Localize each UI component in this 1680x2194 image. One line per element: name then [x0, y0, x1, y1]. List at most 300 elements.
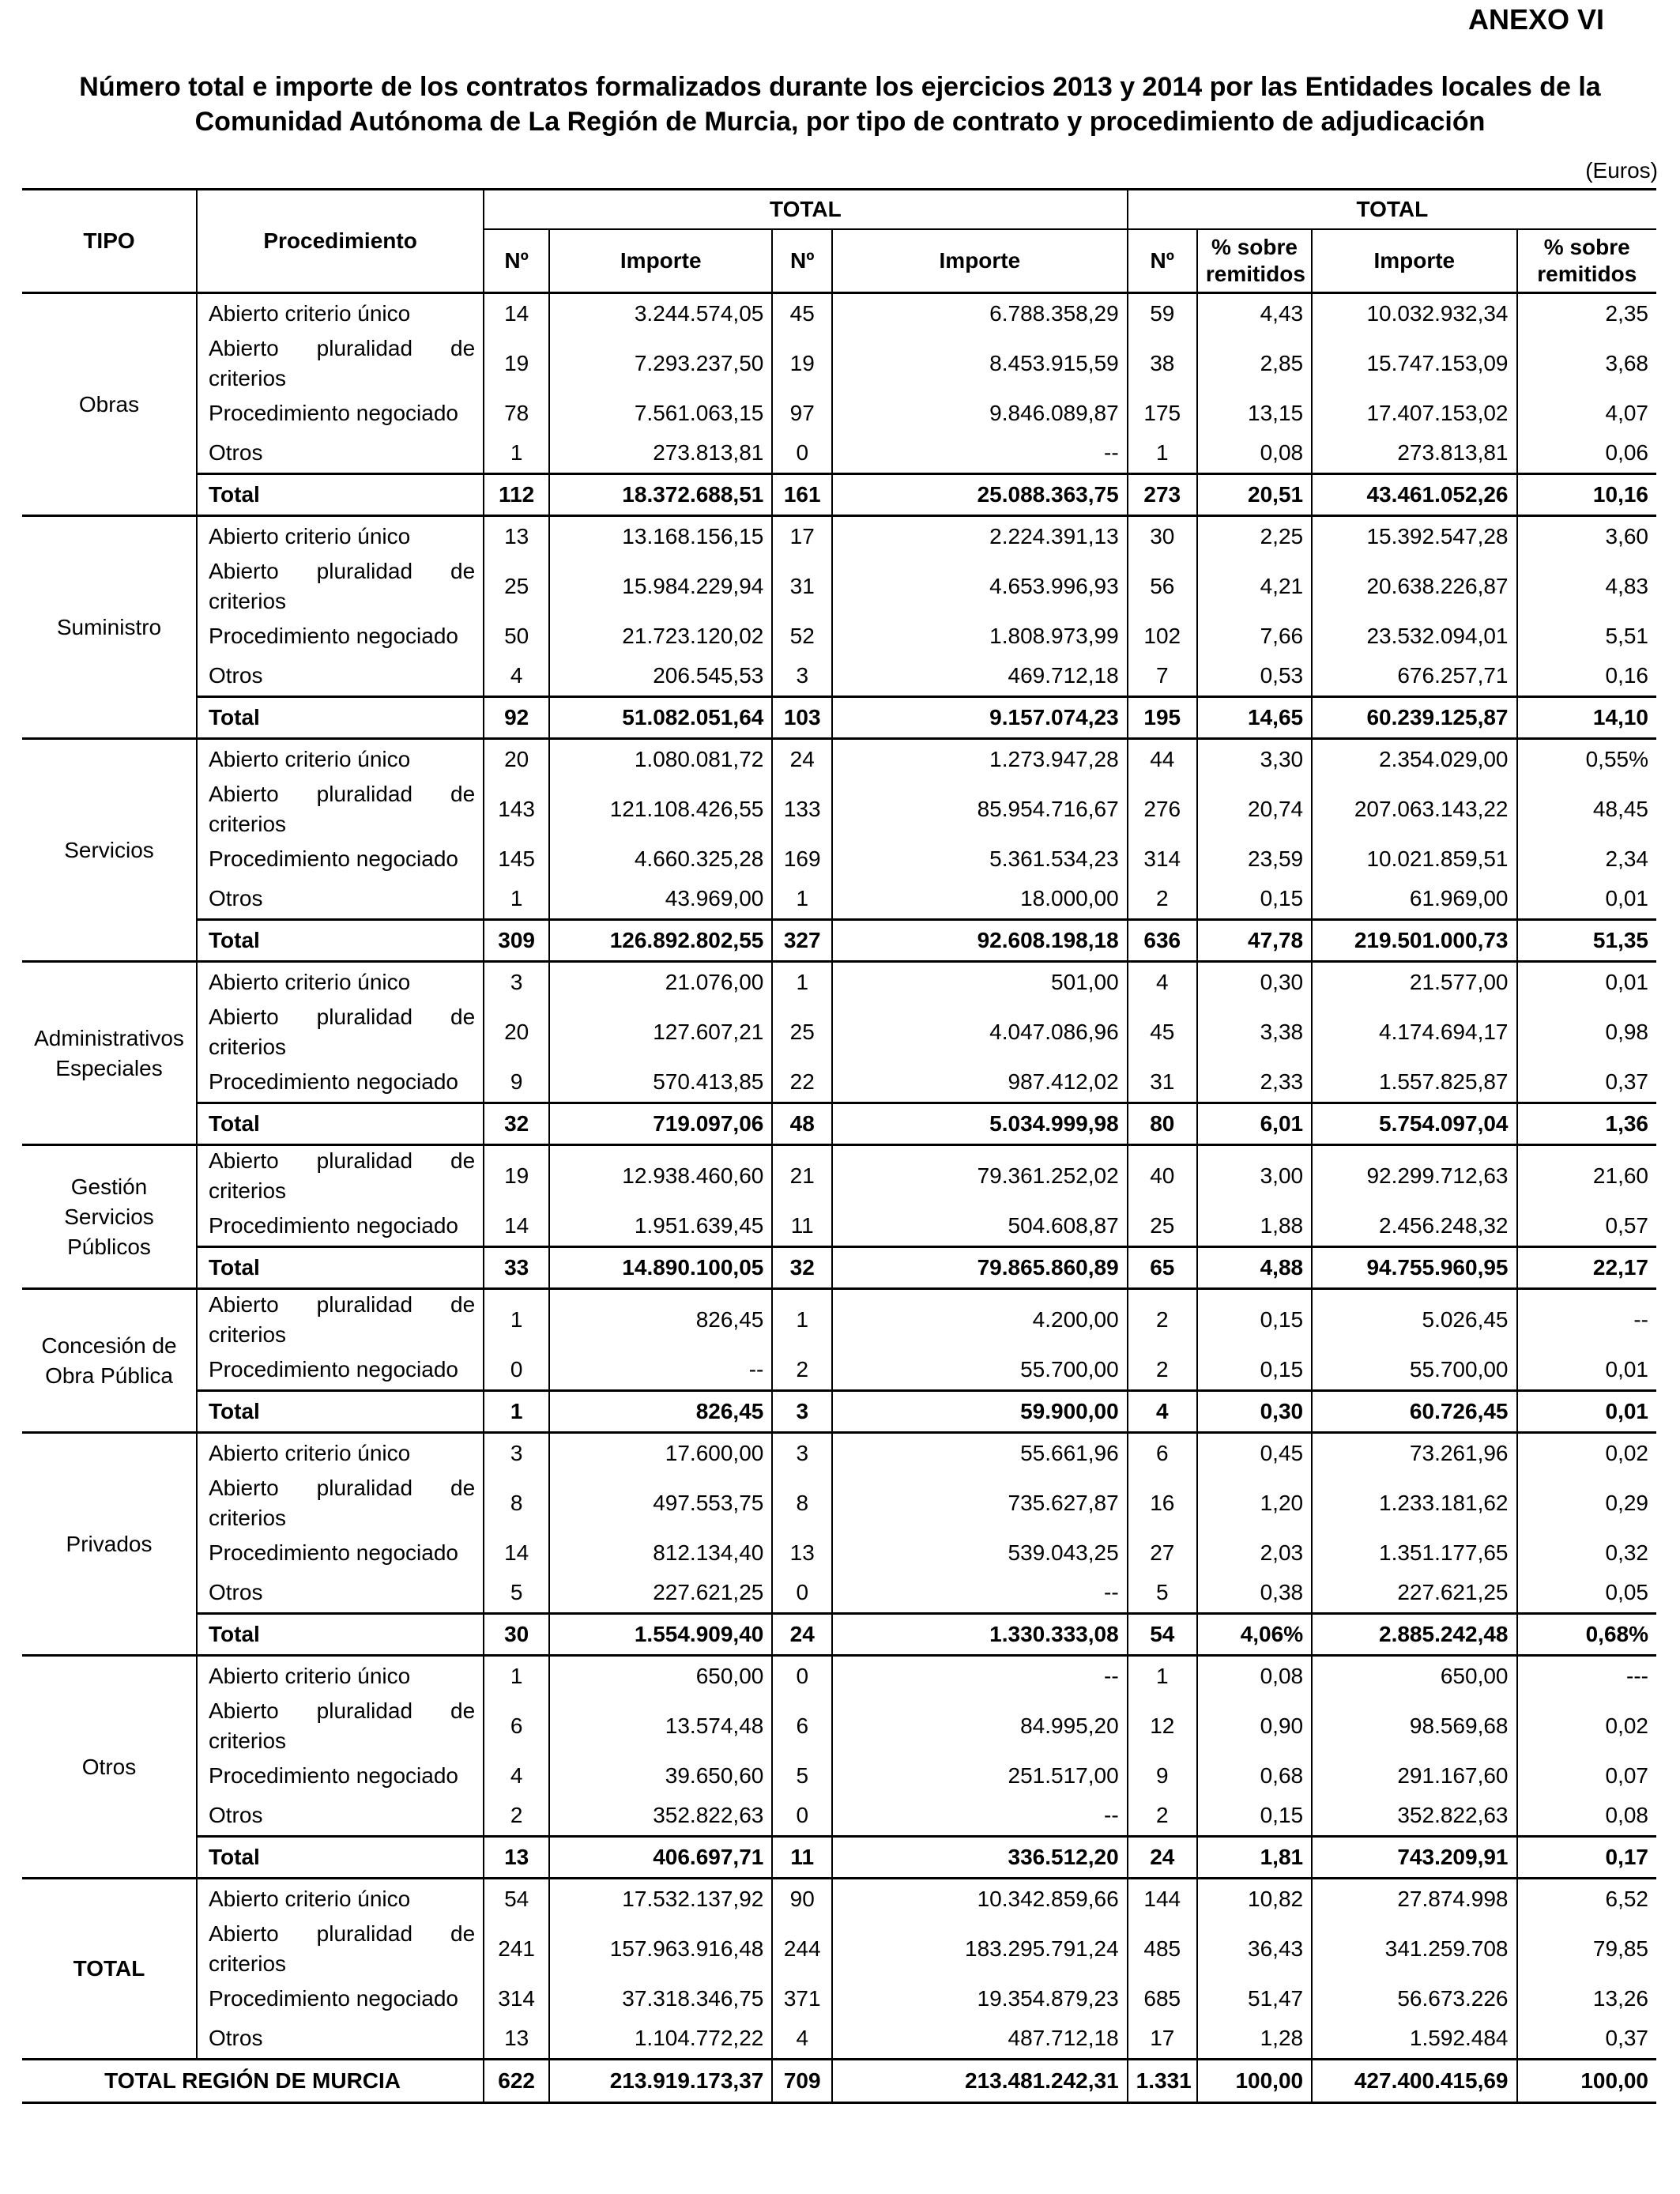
percent-cell: 2,85: [1197, 334, 1312, 394]
amount-cell: 92.608.198,18: [832, 920, 1128, 962]
percent-cell: 0,01: [1517, 1350, 1657, 1391]
count-cell: 12: [1128, 1696, 1197, 1756]
table-row: [22, 556, 1656, 616]
count-cell: 97: [772, 394, 832, 433]
percent-cell: 20,74: [1197, 779, 1312, 839]
amount-cell: 227.621,25: [1312, 1573, 1516, 1614]
amount-cell: 504.608,87: [832, 1206, 1128, 1247]
procedure-cell: Procedimiento negociado: [197, 1979, 484, 2019]
amount-cell: 650,00: [549, 1656, 772, 1697]
subtotal-label: Total: [197, 1837, 484, 1879]
percent-cell: 0,57: [1517, 1206, 1657, 1247]
amount-cell: 9.846.089,87: [832, 394, 1128, 433]
count-cell: 244: [772, 1919, 832, 1979]
amount-cell: 25.088.363,75: [832, 474, 1128, 516]
table-row: [22, 394, 1656, 433]
count-cell: 161: [772, 474, 832, 516]
count-cell: 33: [484, 1247, 549, 1289]
percent-cell: 4,07: [1517, 394, 1657, 433]
count-cell: 19: [484, 1145, 549, 1207]
table-row: [22, 879, 1656, 920]
col-header-importe: Importe: [832, 229, 1128, 293]
subtotal-row: [22, 474, 1656, 516]
count-cell: 133: [772, 779, 832, 839]
percent-cell: 2,34: [1517, 839, 1657, 879]
percent-cell: 1,81: [1197, 1837, 1312, 1879]
count-cell: 2: [1128, 1796, 1197, 1837]
amount-cell: 15.984.229,94: [549, 556, 772, 616]
amount-cell: 206.545,53: [549, 656, 772, 697]
amount-cell: 676.257,71: [1312, 656, 1516, 697]
amount-cell: 17.532.137,92: [549, 1879, 772, 1920]
count-cell: 1: [772, 879, 832, 920]
amount-cell: 43.461.052,26: [1312, 474, 1516, 516]
percent-cell: 0,98: [1517, 1002, 1657, 1062]
amount-cell: 2.224.391,13: [832, 516, 1128, 557]
amount-cell: 17.600,00: [549, 1433, 772, 1474]
tipo-cell: Otros: [22, 1656, 197, 1879]
amount-cell: 812.134,40: [549, 1533, 772, 1573]
count-cell: 102: [1128, 616, 1197, 656]
count-cell: 2: [1128, 1350, 1197, 1391]
percent-cell: 4,83: [1517, 556, 1657, 616]
amount-cell: 17.407.153,02: [1312, 394, 1516, 433]
count-cell: 24: [772, 1614, 832, 1656]
amount-cell: 4.200,00: [832, 1289, 1128, 1351]
amount-cell: 213.481.242,31: [832, 2060, 1128, 2103]
count-cell: 241: [484, 1919, 549, 1979]
count-cell: 27: [1128, 1533, 1197, 1573]
percent-cell: 0,08: [1517, 1796, 1657, 1837]
table-row: [22, 1145, 1656, 1207]
amount-cell: 59.900,00: [832, 1391, 1128, 1433]
amount-cell: 1.808.973,99: [832, 616, 1128, 656]
subtotal-label: Total: [197, 1247, 484, 1289]
amount-cell: 1.592.484: [1312, 2019, 1516, 2060]
count-cell: 622: [484, 2060, 549, 2103]
units-label: (Euros): [1585, 158, 1658, 183]
percent-cell: 0,06: [1517, 433, 1657, 474]
procedure-cell: Otros: [197, 879, 484, 920]
percent-cell: 100,00: [1197, 2060, 1312, 2103]
percent-cell: 100,00: [1517, 2060, 1657, 2103]
amount-cell: 826,45: [549, 1391, 772, 1433]
subtotal-label: Total: [197, 697, 484, 739]
amount-cell: 219.501.000,73: [1312, 920, 1516, 962]
procedure-cell: Abierto pluralidad de criterios: [197, 1696, 484, 1756]
count-cell: 30: [484, 1614, 549, 1656]
count-cell: 112: [484, 474, 549, 516]
percent-cell: 0,05: [1517, 1573, 1657, 1614]
count-cell: 45: [772, 293, 832, 334]
amount-cell: 10.342.859,66: [832, 1879, 1128, 1920]
amount-cell: 1.273.947,28: [832, 739, 1128, 780]
amount-cell: 157.963.916,48: [549, 1919, 772, 1979]
count-cell: 25: [484, 556, 549, 616]
amount-cell: 79.361.252,02: [832, 1145, 1128, 1207]
amount-cell: 570.413,85: [549, 1062, 772, 1103]
percent-cell: 6,52: [1517, 1879, 1657, 1920]
col-header-importe: Importe: [1312, 229, 1516, 293]
percent-cell: 0,02: [1517, 1433, 1657, 1474]
amount-cell: 336.512,20: [832, 1837, 1128, 1879]
procedure-cell: Abierto pluralidad de criterios: [197, 1919, 484, 1979]
procedure-cell: Abierto criterio único: [197, 962, 484, 1003]
amount-cell: --: [832, 1573, 1128, 1614]
percent-cell: 0,15: [1197, 879, 1312, 920]
table-row: [22, 334, 1656, 394]
amount-cell: 469.712,18: [832, 656, 1128, 697]
percent-cell: 0,68: [1197, 1756, 1312, 1796]
count-cell: 52: [772, 616, 832, 656]
subtotal-label: Total: [197, 920, 484, 962]
amount-cell: 273.813,81: [1312, 433, 1516, 474]
col-header-num: Nº: [484, 229, 549, 293]
amount-cell: --: [549, 1350, 772, 1391]
count-cell: 2: [772, 1350, 832, 1391]
amount-cell: 27.874.998: [1312, 1879, 1516, 1920]
subtotal-row: [22, 1103, 1656, 1145]
contracts-table: [22, 188, 1656, 2104]
amount-cell: 61.969,00: [1312, 879, 1516, 920]
procedure-cell: Otros: [197, 1796, 484, 1837]
percent-cell: 2,33: [1197, 1062, 1312, 1103]
amount-cell: 121.108.426,55: [549, 779, 772, 839]
table-row: [22, 656, 1656, 697]
percent-cell: 0,30: [1197, 1391, 1312, 1433]
procedure-cell: Abierto criterio único: [197, 1879, 484, 1920]
count-cell: 24: [1128, 1837, 1197, 1879]
count-cell: 7: [1128, 656, 1197, 697]
percent-cell: 4,43: [1197, 293, 1312, 334]
table-row: [22, 1289, 1656, 1351]
col-header-tipo: TIPO: [22, 190, 197, 293]
tipo-cell: TOTAL: [22, 1879, 197, 2060]
count-cell: 1: [772, 1289, 832, 1351]
amount-cell: 94.755.960,95: [1312, 1247, 1516, 1289]
amount-cell: 4.660.325,28: [549, 839, 772, 879]
amount-cell: 39.650,60: [549, 1756, 772, 1796]
amount-cell: 10.032.932,34: [1312, 293, 1516, 334]
table-row: [22, 1656, 1656, 1697]
count-cell: 54: [484, 1879, 549, 1920]
percent-cell: 0,08: [1197, 433, 1312, 474]
amount-cell: --: [832, 1656, 1128, 1697]
percent-cell: 23,59: [1197, 839, 1312, 879]
count-cell: 20: [484, 739, 549, 780]
count-cell: 32: [772, 1247, 832, 1289]
amount-cell: 352.822,63: [549, 1796, 772, 1837]
percent-cell: 0,01: [1517, 1391, 1657, 1433]
count-cell: 3: [772, 1433, 832, 1474]
count-cell: 78: [484, 394, 549, 433]
percent-cell: 0,08: [1197, 1656, 1312, 1697]
count-cell: 1: [772, 962, 832, 1003]
count-cell: 4: [484, 1756, 549, 1796]
procedure-cell: Procedimiento negociado: [197, 394, 484, 433]
count-cell: 685: [1128, 1979, 1197, 2019]
amount-cell: 227.621,25: [549, 1573, 772, 1614]
amount-cell: 51.082.051,64: [549, 697, 772, 739]
percent-cell: 14,65: [1197, 697, 1312, 739]
count-cell: 92: [484, 697, 549, 739]
count-cell: 1: [1128, 433, 1197, 474]
amount-cell: 7.293.237,50: [549, 334, 772, 394]
amount-cell: 1.554.909,40: [549, 1614, 772, 1656]
amount-cell: 92.299.712,63: [1312, 1145, 1516, 1207]
count-cell: 17: [1128, 2019, 1197, 2060]
procedure-cell: Procedimiento negociado: [197, 1756, 484, 1796]
amount-cell: 12.938.460,60: [549, 1145, 772, 1207]
percent-cell: 4,06%: [1197, 1614, 1312, 1656]
amount-cell: 497.553,75: [549, 1473, 772, 1533]
count-cell: 54: [1128, 1614, 1197, 1656]
count-cell: 9: [1128, 1756, 1197, 1796]
amount-cell: 4.047.086,96: [832, 1002, 1128, 1062]
amount-cell: 719.097,06: [549, 1103, 772, 1145]
count-cell: 5: [1128, 1573, 1197, 1614]
percent-cell: 0,16: [1517, 656, 1657, 697]
percent-cell: ---: [1517, 1656, 1657, 1697]
count-cell: 5: [772, 1756, 832, 1796]
percent-cell: --: [1517, 1289, 1657, 1351]
count-cell: 1: [484, 1656, 549, 1697]
count-cell: 19: [484, 334, 549, 394]
amount-cell: 539.043,25: [832, 1533, 1128, 1573]
tipo-cell: Privados: [22, 1433, 197, 1656]
annex-label: ANEXO VI: [1467, 3, 1604, 36]
count-cell: 25: [772, 1002, 832, 1062]
table-row: [22, 1002, 1656, 1062]
count-cell: 80: [1128, 1103, 1197, 1145]
percent-cell: 3,60: [1517, 516, 1657, 557]
amount-cell: 18.372.688,51: [549, 474, 772, 516]
amount-cell: 826,45: [549, 1289, 772, 1351]
count-cell: 485: [1128, 1919, 1197, 1979]
amount-cell: 4.653.996,93: [832, 556, 1128, 616]
percent-cell: 0,15: [1197, 1289, 1312, 1351]
count-cell: 44: [1128, 739, 1197, 780]
amount-cell: 1.557.825,87: [1312, 1062, 1516, 1103]
percent-cell: 2,35: [1517, 293, 1657, 334]
table-row: [22, 516, 1656, 557]
count-cell: 1: [484, 879, 549, 920]
document-title: Número total e importe de los contratos formalizados durante los ejercicios 2013 y 2014 por las Entidades locales de la Comunidad Autónoma de La Región de Murcia, por tipo de contrato y procedimiento de adjudicación: [79, 72, 1601, 137]
subtotal-label: Total: [197, 1103, 484, 1145]
count-cell: 8: [772, 1473, 832, 1533]
amount-cell: 650,00: [1312, 1656, 1516, 1697]
amount-cell: 23.532.094,01: [1312, 616, 1516, 656]
count-cell: 17: [772, 516, 832, 557]
count-cell: 40: [1128, 1145, 1197, 1207]
tipo-cell: Suministro: [22, 516, 197, 739]
amount-cell: 98.569,68: [1312, 1696, 1516, 1756]
procedure-cell: Otros: [197, 2019, 484, 2060]
amount-cell: 5.754.097,04: [1312, 1103, 1516, 1145]
percent-cell: 51,35: [1517, 920, 1657, 962]
count-cell: 11: [772, 1206, 832, 1247]
subtotal-row: [22, 1837, 1656, 1879]
grand-total-row: [22, 2060, 1656, 2103]
tipo-cell: Concesión de Obra Pública: [22, 1289, 197, 1433]
count-cell: 2: [1128, 1289, 1197, 1351]
subtotal-label: Total: [197, 1614, 484, 1656]
amount-cell: 9.157.074,23: [832, 697, 1128, 739]
count-cell: 4: [484, 656, 549, 697]
percent-cell: 0,17: [1517, 1837, 1657, 1879]
table-row: [22, 1696, 1656, 1756]
amount-cell: 56.673.226: [1312, 1979, 1516, 2019]
percent-cell: 0,30: [1197, 962, 1312, 1003]
amount-cell: 55.700,00: [1312, 1350, 1516, 1391]
col-header-num: Nº: [1128, 229, 1197, 293]
count-cell: 1: [1128, 1656, 1197, 1697]
percent-cell: 0,55%: [1517, 739, 1657, 780]
count-cell: 14: [484, 1206, 549, 1247]
count-cell: 144: [1128, 1879, 1197, 1920]
count-cell: 50: [484, 616, 549, 656]
count-cell: 1: [484, 433, 549, 474]
count-cell: 25: [1128, 1206, 1197, 1247]
percent-cell: 1,20: [1197, 1473, 1312, 1533]
procedure-cell: Abierto criterio único: [197, 293, 484, 334]
count-cell: 32: [484, 1103, 549, 1145]
count-cell: 9: [484, 1062, 549, 1103]
count-cell: 1: [484, 1289, 549, 1351]
count-cell: 371: [772, 1979, 832, 2019]
count-cell: 14: [484, 293, 549, 334]
percent-cell: 4,21: [1197, 556, 1312, 616]
procedure-cell: Abierto pluralidad de criterios: [197, 334, 484, 394]
count-cell: 48: [772, 1103, 832, 1145]
amount-cell: 1.233.181,62: [1312, 1473, 1516, 1533]
amount-cell: 13.574,48: [549, 1696, 772, 1756]
amount-cell: 1.351.177,65: [1312, 1533, 1516, 1573]
amount-cell: 743.209,91: [1312, 1837, 1516, 1879]
count-cell: 3: [772, 656, 832, 697]
table-row: [22, 962, 1656, 1003]
count-cell: 0: [772, 1573, 832, 1614]
count-cell: 1.331: [1128, 2060, 1197, 2103]
amount-cell: 1.104.772,22: [549, 2019, 772, 2060]
percent-cell: 0,37: [1517, 1062, 1657, 1103]
amount-cell: 352.822,63: [1312, 1796, 1516, 1837]
subtotal-row: [22, 697, 1656, 739]
amount-cell: 37.318.346,75: [549, 1979, 772, 2019]
table-row: [22, 1979, 1656, 2019]
amount-cell: 8.453.915,59: [832, 334, 1128, 394]
subtotal-row: [22, 1614, 1656, 1656]
percent-cell: 0,01: [1517, 962, 1657, 1003]
count-cell: 24: [772, 739, 832, 780]
procedure-cell: Abierto criterio único: [197, 739, 484, 780]
procedure-cell: Procedimiento negociado: [197, 1062, 484, 1103]
percent-cell: 0,02: [1517, 1696, 1657, 1756]
amount-cell: 14.890.100,05: [549, 1247, 772, 1289]
count-cell: 4: [1128, 962, 1197, 1003]
table-row: [22, 2019, 1656, 2060]
col-header-pct-num: % sobre remitidos: [1197, 229, 1312, 293]
amount-cell: 291.167,60: [1312, 1756, 1516, 1796]
count-cell: 65: [1128, 1247, 1197, 1289]
amount-cell: 126.892.802,55: [549, 920, 772, 962]
count-cell: 314: [1128, 839, 1197, 879]
table-row: [22, 1573, 1656, 1614]
count-cell: 6: [772, 1696, 832, 1756]
count-cell: 14: [484, 1533, 549, 1573]
table-row: [22, 1473, 1656, 1533]
amount-cell: 487.712,18: [832, 2019, 1128, 2060]
table-row: [22, 1206, 1656, 1247]
amount-cell: 21.577,00: [1312, 962, 1516, 1003]
count-cell: 3: [772, 1391, 832, 1433]
amount-cell: 85.954.716,67: [832, 779, 1128, 839]
count-cell: 169: [772, 839, 832, 879]
amount-cell: 2.456.248,32: [1312, 1206, 1516, 1247]
percent-cell: 7,66: [1197, 616, 1312, 656]
amount-cell: 18.000,00: [832, 879, 1128, 920]
amount-cell: 3.244.574,05: [549, 293, 772, 334]
amount-cell: 2.354.029,00: [1312, 739, 1516, 780]
count-cell: 20: [484, 1002, 549, 1062]
count-cell: 6: [484, 1696, 549, 1756]
count-cell: 175: [1128, 394, 1197, 433]
percent-cell: 3,68: [1517, 334, 1657, 394]
amount-cell: 1.330.333,08: [832, 1614, 1128, 1656]
table-row: [22, 1756, 1656, 1796]
table-row: [22, 1350, 1656, 1391]
amount-cell: 406.697,71: [549, 1837, 772, 1879]
count-cell: 145: [484, 839, 549, 879]
count-cell: 3: [484, 962, 549, 1003]
count-cell: 90: [772, 1879, 832, 1920]
percent-cell: 1,36: [1517, 1103, 1657, 1145]
amount-cell: 20.638.226,87: [1312, 556, 1516, 616]
procedure-cell: Procedimiento negociado: [197, 839, 484, 879]
percent-cell: 48,45: [1517, 779, 1657, 839]
amount-cell: 2.885.242,48: [1312, 1614, 1516, 1656]
count-cell: 314: [484, 1979, 549, 2019]
amount-cell: 19.354.879,23: [832, 1979, 1128, 2019]
amount-cell: 427.400.415,69: [1312, 2060, 1516, 2103]
col-header-pct-importe: % sobre remitidos: [1517, 229, 1657, 293]
procedure-cell: Abierto criterio único: [197, 1433, 484, 1474]
count-cell: 4: [772, 2019, 832, 2060]
count-cell: 273: [1128, 474, 1197, 516]
percent-cell: 0,53: [1197, 656, 1312, 697]
percent-cell: 0,45: [1197, 1433, 1312, 1474]
amount-cell: 60.239.125,87: [1312, 697, 1516, 739]
table-row: [22, 779, 1656, 839]
table-row: [22, 1433, 1656, 1474]
count-cell: 636: [1128, 920, 1197, 962]
percent-cell: 22,17: [1517, 1247, 1657, 1289]
percent-cell: 0,15: [1197, 1796, 1312, 1837]
amount-cell: 43.969,00: [549, 879, 772, 920]
subtotal-row: [22, 1391, 1656, 1433]
amount-cell: 15.747.153,09: [1312, 334, 1516, 394]
subtotal-row: [22, 1247, 1656, 1289]
percent-cell: 3,00: [1197, 1145, 1312, 1207]
count-cell: 309: [484, 920, 549, 962]
procedure-cell: Abierto pluralidad de criterios: [197, 1002, 484, 1062]
procedure-cell: Procedimiento negociado: [197, 1206, 484, 1247]
count-cell: 2: [484, 1796, 549, 1837]
count-cell: 1: [484, 1391, 549, 1433]
count-cell: 30: [1128, 516, 1197, 557]
percent-cell: 20,51: [1197, 474, 1312, 516]
subtotal-row: [22, 920, 1656, 962]
